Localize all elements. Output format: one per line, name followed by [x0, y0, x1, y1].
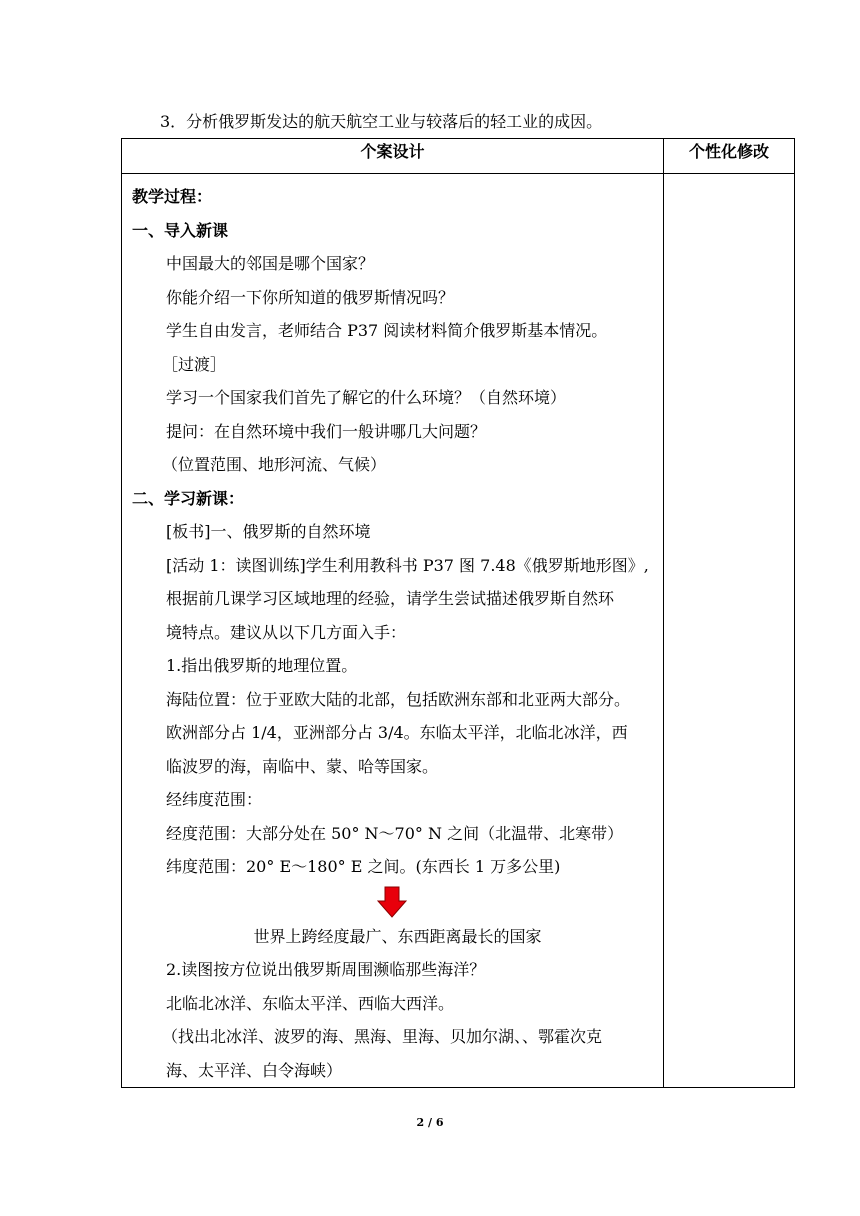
question-line: 提问：在自然环境中我们一般讲哪几大问题？ [166, 421, 487, 441]
personal-edits-cell [664, 174, 795, 1088]
section2-title: 二、学习新课： [132, 488, 245, 508]
lesson-plan-table [121, 138, 795, 1088]
find-text: 海、太平洋、白令海峡） [166, 1060, 343, 1080]
point-heading: 2.读图按方位说出俄罗斯周围濒临那些海洋？ [166, 960, 486, 979]
sea-land-text: 欧洲部分占 1/4，亚洲部分占 3/4。东临太平洋，北临北冰洋，西 [166, 723, 628, 742]
activity-text: 境特点。建议从以下几方面入手： [166, 622, 407, 642]
activity-text: 根据前几课学习区域地理的经验，请学生尝试描述俄罗斯自然环 [166, 589, 615, 608]
col-header-personal-edits: 个性化修改 [664, 139, 795, 174]
question-line: 学习一个国家我们首先了解它的什么环境？（自然环境） [166, 388, 567, 407]
oceans-line: 北临北冰洋、东临太平洋、西临大西洋。 [166, 993, 455, 1013]
transition-label: ［过渡］ [162, 354, 227, 374]
activity-text: [活动 1：读图训练]学生利用教科书 P37 图 7.48《俄罗斯地形图》, [166, 555, 649, 575]
table-header-row [122, 139, 795, 174]
question-line: 中国最大的邻国是哪个国家？ [166, 254, 375, 273]
longitude-range: 经度范围：大部分处在 50° N～70° N 之间（北温带、北寒带） [166, 823, 624, 843]
sea-land-text: 海陆位置：位于亚欧大陆的北部，包括欧洲东部和北亚两大部分。 [166, 689, 631, 709]
find-text: （找出北冰洋、波罗的海、黑海、里海、贝加尔湖、、鄂霍次克 [162, 1027, 603, 1046]
case-design-cell [122, 174, 664, 1088]
question-line: 你能介绍一下你所知道的俄罗斯情况吗？ [166, 287, 455, 307]
latitude-range: 纬度范围：20° E～180° E 之间。(东西长 1 万多公里) [166, 857, 561, 876]
col-header-case-design: 个案设计 [122, 139, 664, 174]
answer-line: （位置范围、地形河流、气候） [162, 455, 387, 474]
conclusion-line: 世界上跨经度最广、东西距离最长的国家 [253, 926, 542, 946]
latlon-title: 经纬度范围： [166, 790, 263, 809]
board-note: [板书]一、俄罗斯的自然环境 [166, 522, 371, 541]
table-body-row [122, 174, 795, 1088]
arrow-row [132, 884, 663, 920]
page-number: 2 / 6 [416, 1116, 444, 1129]
intro-line: 3．分析俄罗斯发达的航天航空工业与较落后的轻工业的成因。 [160, 112, 603, 131]
point-heading: 1.指出俄罗斯的地理位置。 [166, 656, 358, 675]
down-arrow-icon [376, 886, 408, 918]
section1-title: 一、导入新课 [132, 220, 229, 240]
question-line: 学生自由发言，老师结合 P37 阅读材料简介俄罗斯基本情况。 [166, 321, 608, 340]
process-title: 教学过程： [132, 187, 213, 206]
sea-land-text: 临波罗的海，南临中、蒙、哈等国家。 [166, 756, 439, 776]
